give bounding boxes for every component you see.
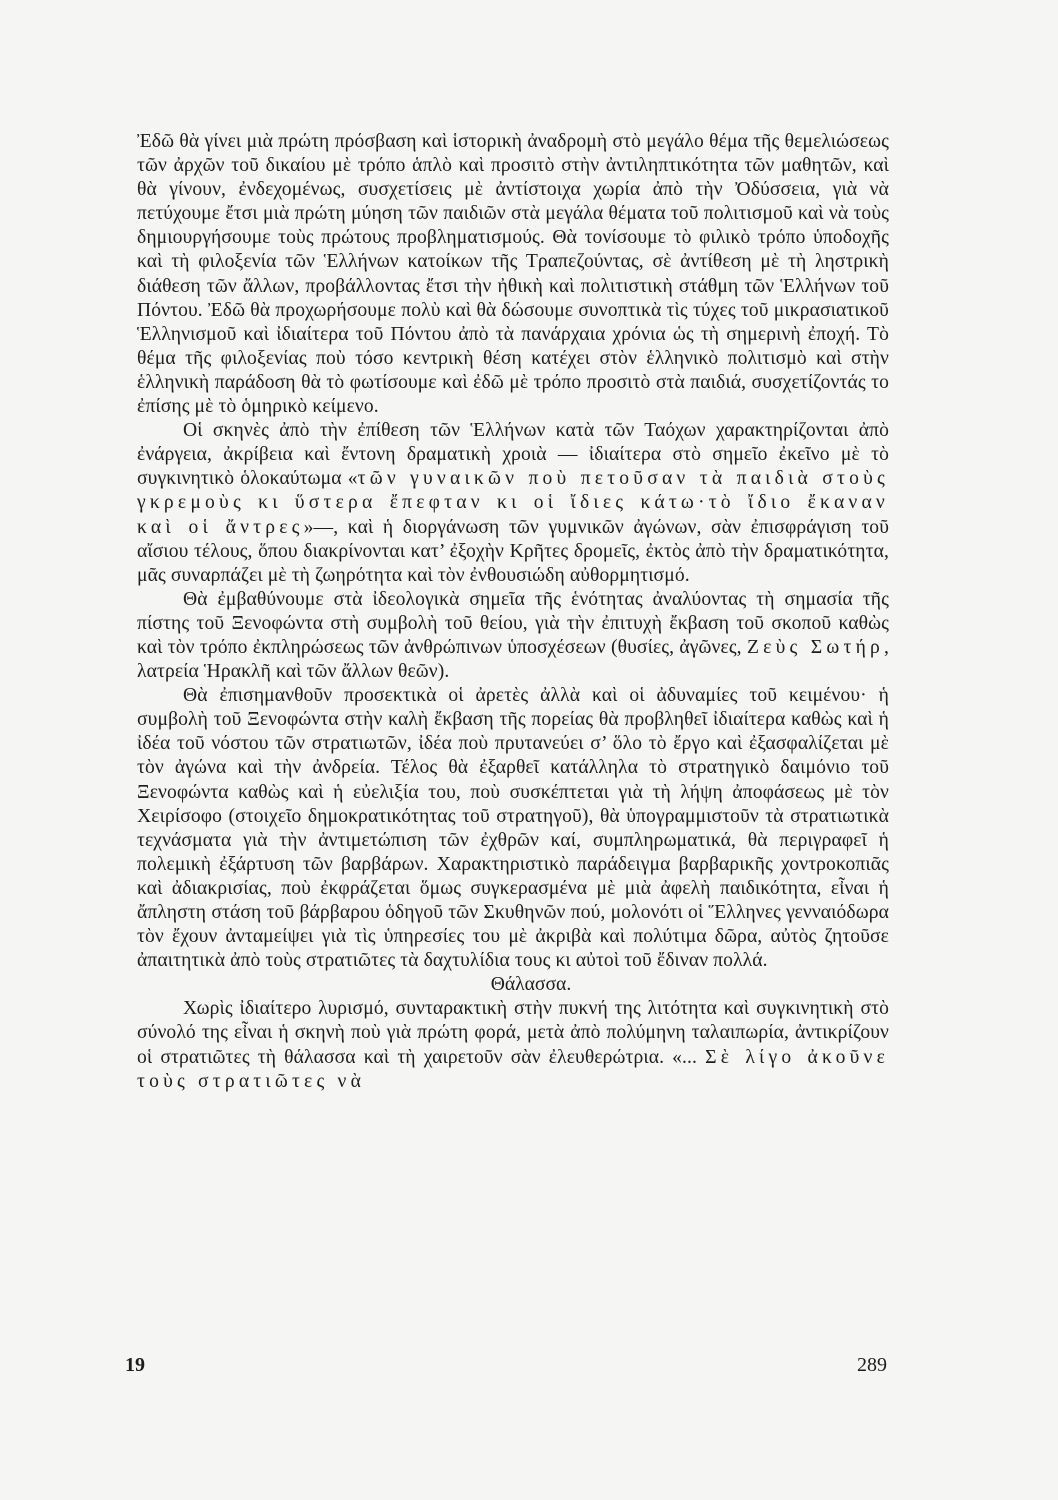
spaced-quotation: τῶν γυναικῶν ποὺ πετοῦσαν τὰ παιδιὰ στοὺς γκρεμοὺς κι ὕστερα ἔπεφταν κι οἱ ἴδιες κάτω·τὸ ἴδιο ἔκαναν καὶ οἱ ἄντρες [137, 468, 889, 538]
paragraph-1 [137, 130, 889, 419]
text-run: Ἐδῶ θὰ γίνει μιὰ πρώτη πρόσβαση καὶ ἱστορικὴ ἀναδρομὴ στὸ μεγάλο θέμα τῆς θεμελιώσεως τῶν ἀρχῶν τοῦ δικαίου μὲ τρόπο ἁπλὸ καὶ προσιτὸ στὴν ἀντιληπτικότητα τῶν μαθητῶν, καὶ θὰ γίνουν, ἐνδεχομένως, συσχετίσεις μὲ ἀντίστοιχα χωρία ἀπὸ τὴν Ὀδύσσεια, γιὰ νὰ πετύχουμε ἔτσι μιὰ πρώτη μύηση τῶν παιδιῶν στὰ μεγάλα θέματα τοῦ πολιτισμοῦ καὶ νὰ τοὺς δημιουργήσουμε τοὺς πρώτους προβληματισμούς. Θὰ τονίσουμε τὸ φιλικὸ τρόπο ὑποδοχῆς καὶ τὴ φιλοξενία τῶν Ἑλλήνων κατοίκων τῆς Τραπεζούντας, σὲ ἀντίθεση μὲ τὴ ληστρικὴ διάθεση τῶν ἄλλων, προβάλλοντας ἔτσι τὴν ἠθικὴ καὶ πολιτιστικὴ στάθμη τῶν Ἑλλήνων τοῦ Πόντου. Ἐδῶ θὰ προχωρήσουμε πολὺ καὶ θὰ δώσουμε συνοπτικὰ τὶς τύχες τοῦ μικρασιατικοῦ Ἑλληνισμοῦ καὶ ἰδιαίτερα τοῦ Πόντου ἀπὸ τὰ πανάρχαια χρόνια ὡς τὴ σημερινὴ ἐποχή. Τὸ θέμα τῆς φιλοξενίας ποὺ τόσο κεντρικὴ θέση κατέχει στὸν ἑλληνικὸ πολιτισμὸ καὶ στὴν ἑλληνικὴ παράδοση θὰ τὸ φωτίσουμε καὶ ἐδῶ μὲ τρόπο προσιτὸ στὰ παιδιά, συσχετίζοντάς το ἐπίσης μὲ τὸ ὁμηρικὸ κείμενο. [137, 131, 889, 418]
text-run: Οἱ σκηνὲς ἀπὸ τὴν ἐπίθεση τῶν Ἑλλήνων κατὰ τῶν Ταόχων χαρακτηρίζονται ἀπὸ ἐνάργεια, ἀκρίβεια καὶ ἔντονη δραματικὴ χροιὰ — ἰδιαίτερα στὸ σημεῖο ἐκεῖνο μὲ τὸ συγκινητικὸ ὁλοκαύτωμα « [137, 420, 889, 490]
paragraph-2 [137, 419, 889, 588]
text-run: »—, καὶ ἡ διοργάνωση τῶν γυμνικῶν ἀγώνων, σὰν ἐπισφράγιση τοῦ αἴσιου τέλους, ὅπου διακρίνονται κατ’ ἐξοχὴν Κρῆτες δρομεῖς, ἐκτὸς ἀπὸ τὴν δραματικότητα, μᾶς συναρπάζει μὲ τὴ ζωηρότητα καὶ τὸν ἐνθουσιώδη αὐθορμητισμό. [137, 516, 889, 586]
body-text [137, 130, 889, 1094]
text-run: , λατρεία Ἡρακλῆ καὶ τῶν ἄλλων θεῶν). [137, 636, 889, 683]
page-number: 289 [857, 1354, 887, 1376]
paragraph-final [137, 997, 889, 1093]
text-run: Θὰ ἐπισημανθοῦν προσεκτικὰ οἱ ἀρετὲς ἀλλὰ καὶ οἱ ἀδυναμίες τοῦ κειμένου· ἡ συμβολὴ τοῦ Ξενοφώντα στὴν καλὴ ἔκβαση τῆς πορείας θὰ προβληθεῖ ἰδιαίτερα καθὼς καὶ ἡ ἰδέα τοῦ νόστου τῶν στρατιωτῶν, ἰδέα ποὺ πρυτανεύει σ’ ὅλο τὸ ἔργο καὶ ἐξασφαλίζεται μὲ τὸν ἀγώνα καὶ τὴν ἀνδρεία. Τέλος θὰ ἐξαρθεῖ κατάλληλα τὸ στρατηγικὸ δαιμόνιο τοῦ Ξενοφώντα καθὼς καὶ ἡ εὐελιξία του, ποὺ συσκέπτεται γιὰ τὴ λήψη ἀποφάσεως μὲ τὸν Χειρίσοφο (στοιχεῖο δημοκρατικότητας τοῦ στρατηγοῦ), θὰ ὑπογραμμιστοῦν τὰ στρατιωτικὰ τεχνάσματα γιὰ τὴν ἀντιμετώπιση τῶν ἐχθρῶν καί, συμπληρωματικά, θὰ περιγραφεῖ ἡ πολεμικὴ ἐξάρτυση τῶν βαρβάρων. Χαρακτηριστικὸ παράδειγμα βαρβαρικῆς χοντροκοπιᾶς καὶ ἀδιακρισίας, ποὺ ἐκφράζεται ὅμως συγκερασμένα μὲ μιὰ ἀφελὴ παιδικότητα, εἶναι ἡ ἄπληστη στάση τοῦ βάρβαρου ὁδηγοῦ τῶν Σκυθηνῶν πού, μολονότι οἱ Ἕλληνες γενναιόδωρα τὸν ἔχουν ἀνταμείψει γιὰ τὶς ὑπηρεσίες του μὲ ἀκριβὰ καὶ πολύτιμα δῶρα, αὐτὸς ζητοῦσε ἀπαιτητικὰ ἀπὸ τοὺς στρατιῶτες τὰ δαχτυλίδια τους κι αὐτοὶ τοῦ ἔδιναν πολλά. [137, 685, 889, 972]
text-run: Θὰ ἐμβαθύνουμε στὰ ἰδεολογικὰ σημεῖα τῆς ἑνότητας ἀναλύοντας τὴ σημασία τῆς πίστης τοῦ Ξενοφώντα στὴ συμβολὴ τοῦ θείου, γιὰ τὴν ἐπιτυχὴ ἔκβαση τοῦ σκοποῦ καθὼς καὶ τὸν τρόπο ἐκπληρώσεως τῶν ἀνθρώπινων ὑποσχέσεων (θυσίες, ἀγῶνες, [137, 588, 889, 658]
paragraph-4 [137, 684, 889, 973]
section-heading: Θάλασσα. [490, 974, 572, 996]
spaced-quotation: Σὲ λίγο ἀκοῦνε τοὺς στρατιῶτες νὰ [137, 1046, 890, 1092]
signature-mark: 19 [125, 1354, 145, 1376]
text-run: Χωρὶς ἰδιαίτερο λυρισμό, συνταρακτικὴ στὴν πυκνή της λιτότητα καὶ συγκινητικὴ στὸ σύνολό της εἶναι ἡ σκηνὴ ποὺ γιὰ πρώτη φορά, μετὰ ἀπὸ πολύμηνη ταλαιπωρία, ἀντικρίζουν οἱ στρατιῶτες τὴ θάλασσα καὶ τὴ χαιρετοῦν σὰν ἐλευθερώτρια. «... [137, 998, 889, 1068]
paragraph-3 [137, 588, 889, 684]
spaced-term: Ζεὺς Σωτήρ [746, 636, 884, 658]
